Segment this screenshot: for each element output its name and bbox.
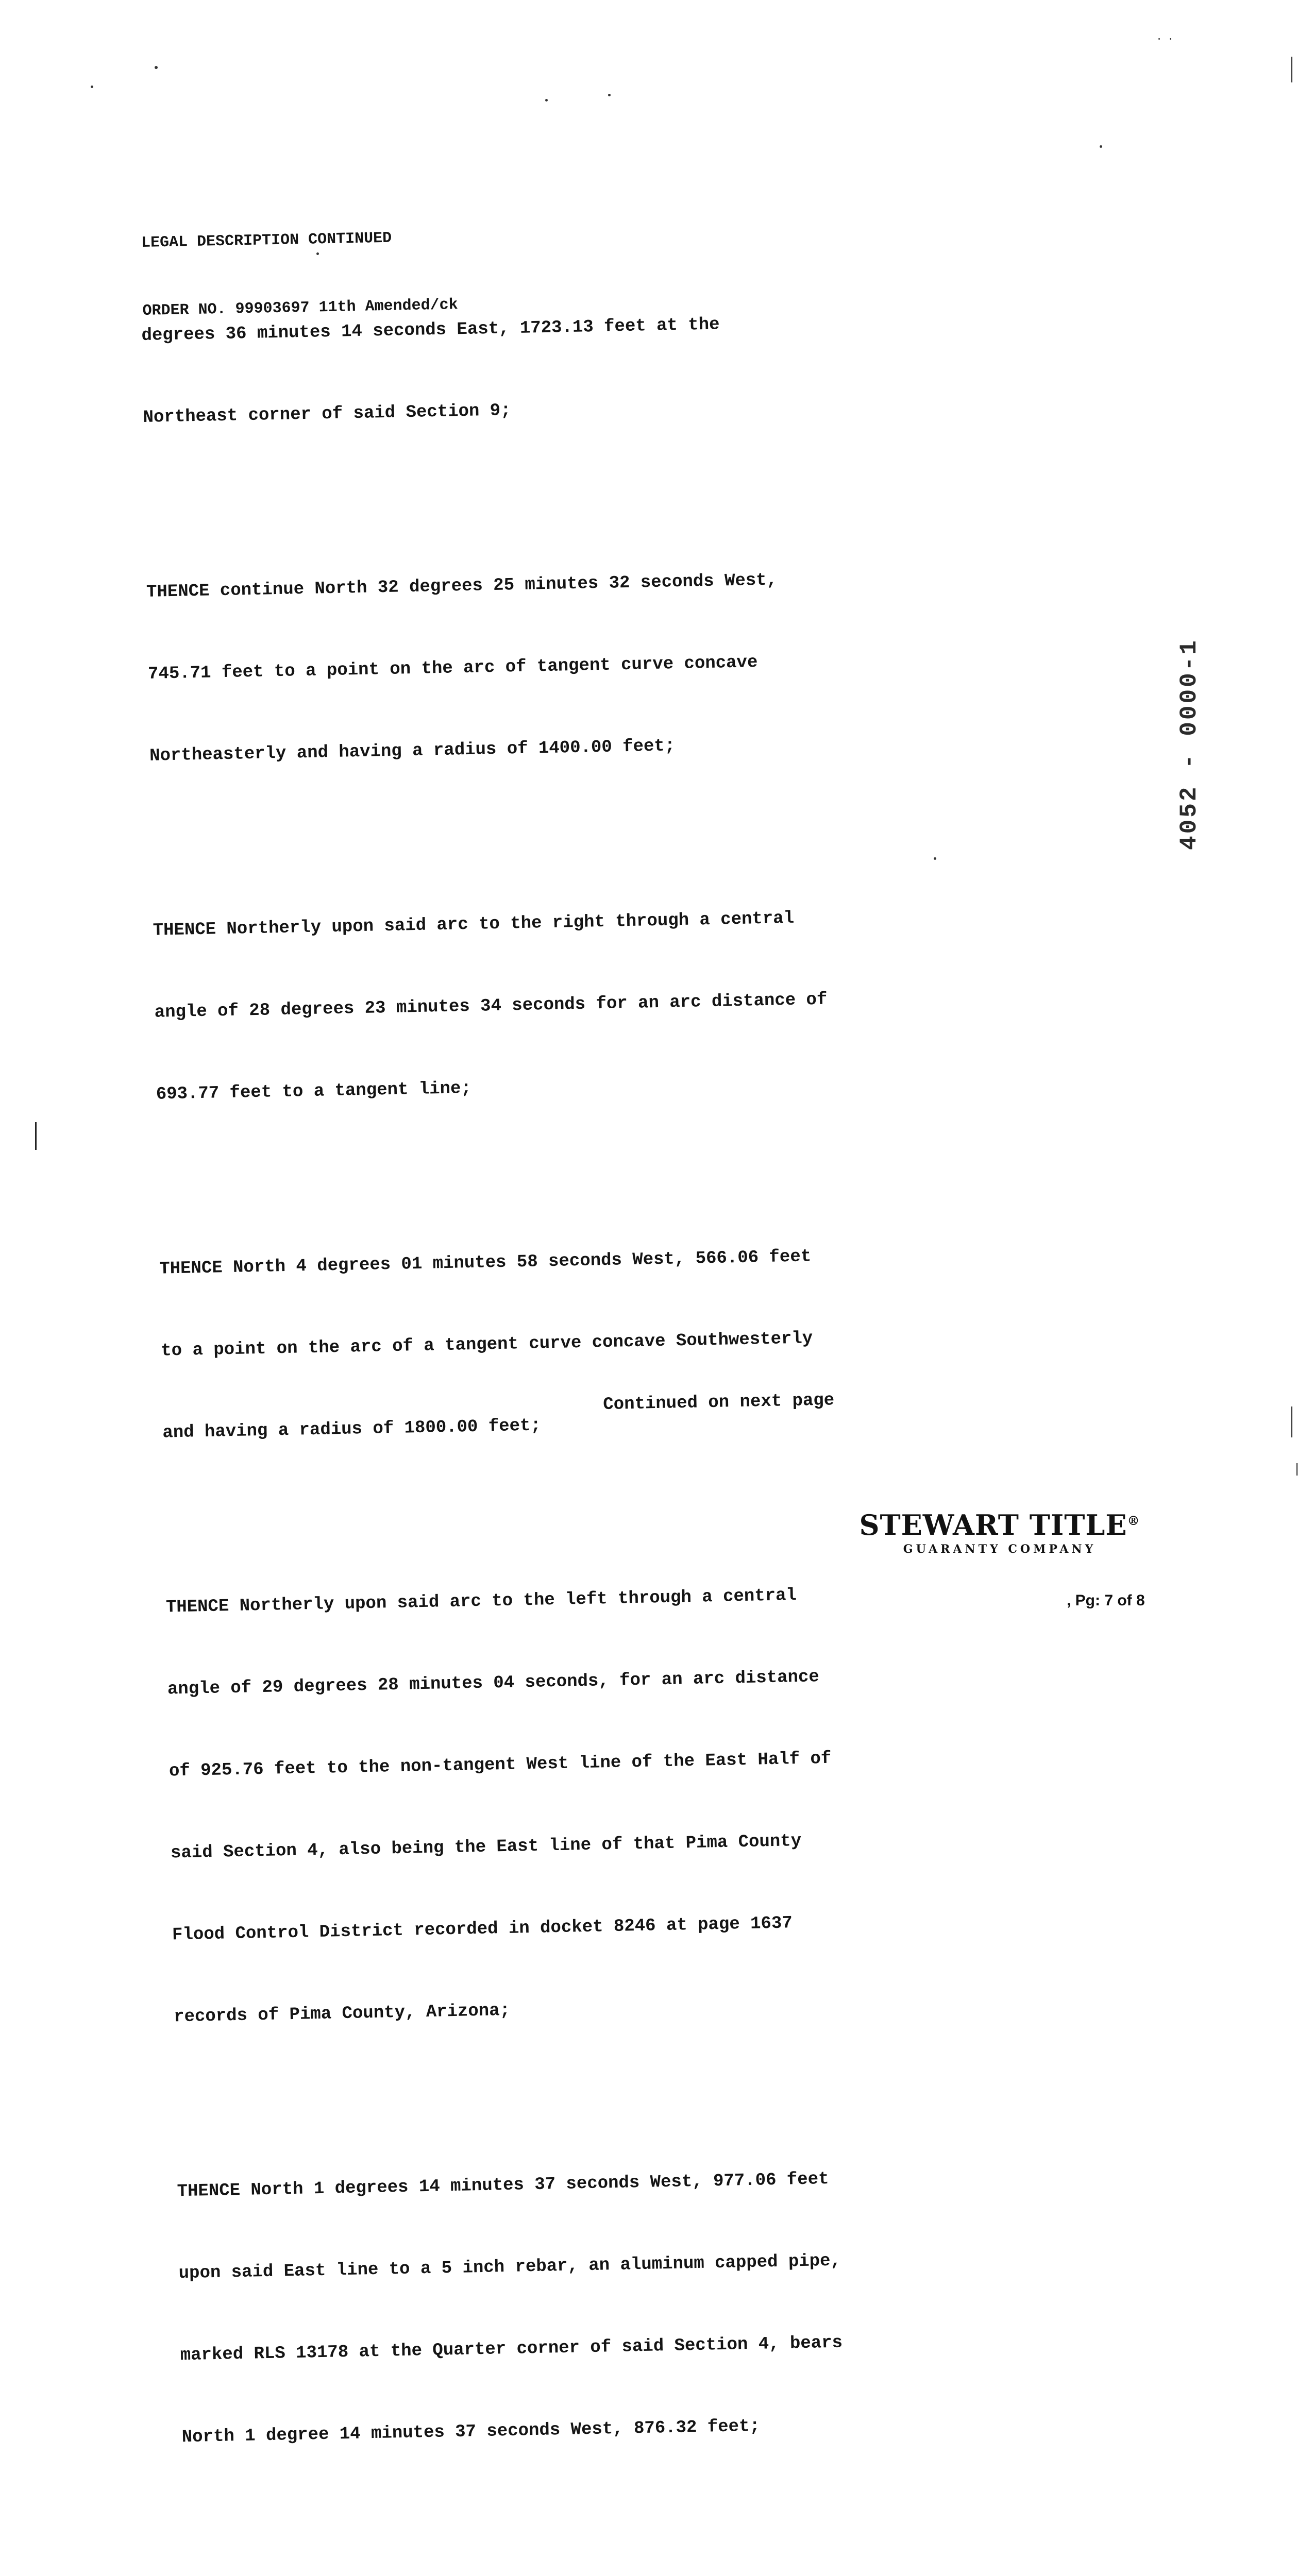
text-line: THENCE North 4 degrees 01 minutes 58 seconds West, 566.06 feet [159,1247,812,1279]
logo-main-text: STEWART TITLE [859,1509,1127,1541]
text-line: degrees 36 minutes 14 seconds East, 1723.13 feet at the [141,315,720,346]
text-line: angle of 29 degrees 28 minutes 04 seconds, for an arc distance [167,1667,820,1700]
text-line: records of Pima County, Arizona; [173,2001,511,2027]
scan-edge-mark [1291,1406,1292,1437]
text-line: North 1 degree 14 minutes 37 seconds West, 876.32 feet; [181,2416,761,2448]
text-line: Northeast corner of said Section 9; [143,401,511,428]
scan-speck [545,99,548,101]
scan-speck [608,94,611,96]
text-line: to a point on the arc of a tangent curve concave Southwesterly [161,1329,813,1361]
text-line: of 925.76 feet to the non-tangent West line of the East Half of [169,1749,832,1782]
text-line: marked RLS 13178 at the Quarter corner of said Section 4, bears [180,2333,843,2366]
scan-speck [91,86,93,88]
text-line: 693.77 feet to a tangent line; [156,1078,472,1105]
margin-recording-stamp: 4052 - 0000-1 [1176,638,1203,850]
paragraph-continuation [140,253,917,486]
text-line: Northeasterly and having a radius of 1400.00 feet; [149,736,676,766]
text-line: 745.71 feet to a point on the arc of tangent curve concave [147,653,758,684]
order-number: ORDER NO. 99903697 11th Amended/ck [142,296,458,320]
stewart-title-logo [845,1509,1154,1556]
scan-speck [1100,145,1102,148]
scan-speck [316,252,319,255]
paragraph-course [184,2529,961,2576]
scan-edge-mark [1296,1463,1298,1476]
scan-speck [1170,38,1171,40]
text-line: THENCE Northerly upon said arc to the right through a central [153,908,795,941]
scan-speck [1158,38,1160,40]
text-line: THENCE Northerly upon said arc to the left through a central [165,1586,797,1618]
paragraph-course [158,1187,937,1502]
paragraph-course [145,510,924,825]
continued-note: Continued on next page [603,1391,835,1415]
scan-edge-mark [35,1122,37,1150]
paragraph-course [164,1525,948,2086]
text-line: said Section 4, also being the East line of that Pima County [170,1831,802,1863]
header-title: LEGAL DESCRIPTION CONTINUED [141,229,392,252]
text-line: THENCE continue North 32 degrees 25 minutes 32 seconds West, [146,570,778,602]
paragraph-course [176,2109,956,2506]
text-line: and having a radius of 1800.00 feet; [162,1416,542,1443]
paragraph-course [151,848,930,1163]
page-number: , Pg: 7 of 8 [1067,1592,1145,1609]
scan-speck [155,66,158,69]
text-line: upon said East line to a 5 inch rebar, an aluminum capped pipe, [178,2251,841,2284]
scan-speck [934,857,936,860]
logo-subtitle: GUARANTY COMPANY [903,1543,1097,1556]
registered-mark: ® [1127,1513,1140,1528]
logo-wordmark [845,1509,1154,1541]
text-line: THENCE North 1 degrees 14 minutes 37 seconds West, 977.06 feet [177,2170,829,2202]
text-line: Flood Control District recorded in docket 8246 at page 1637 [172,1913,793,1945]
text-line: angle of 28 degrees 23 minutes 34 seconds for an arc distance of [154,990,828,1023]
legal-description-body [140,253,992,2576]
scan-edge-mark [1291,57,1292,82]
